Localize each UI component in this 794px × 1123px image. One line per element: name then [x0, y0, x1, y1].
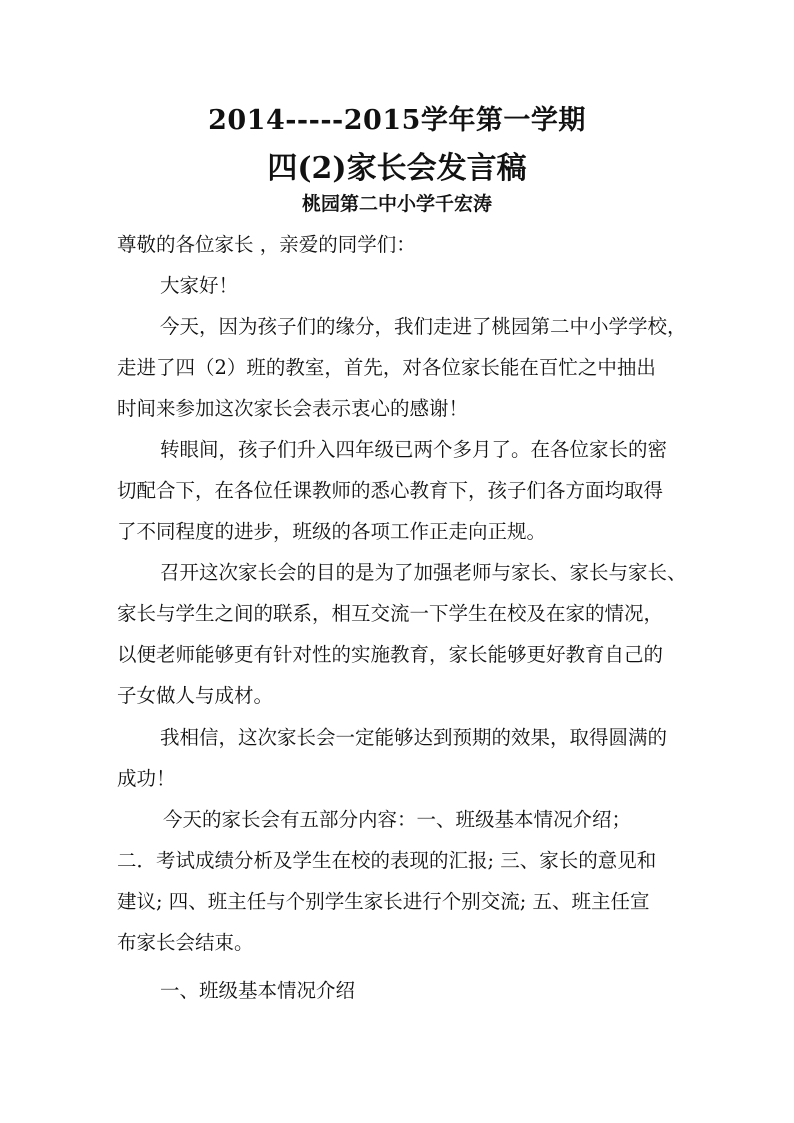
body-line: 走进了四（2）班的教室，首先，对各位家长能在百忙之中抽出 — [117, 356, 656, 379]
body-line: 切配合下，在各位任课教师的悉心教育下，孩子们各方面均取得 — [117, 479, 664, 502]
body-line: 建议; 四、班主任与个别学生家长进行个别交流; 五、班主任宣 — [117, 890, 650, 913]
body-line: 家长与学生之间的联系，相互交流一下学生在校及在家的情况， — [117, 602, 664, 625]
body-line: 成功！ — [117, 767, 176, 790]
section-heading: 一、班级基本情况介绍 — [160, 979, 356, 1002]
body-line: 转眼间，孩子们升入四年级已两个多月了。在各位家长的密 — [160, 438, 668, 461]
salutation-line: 尊敬的各位家长 ，亲爱的同学们： — [117, 233, 416, 256]
body-line: 时间来参加这次家长会表示衷心的感谢！ — [117, 397, 469, 420]
body-line: 了不同程度的进步，班级的各项工作正走向正规。 — [117, 520, 547, 543]
body-line: 今天，因为孩子们的缘分，我们走进了桃园第二中小学学校， — [160, 315, 687, 338]
body-line: 布家长会结束。 — [117, 931, 254, 954]
document-author: 桃园第二中小学千宏涛 — [301, 193, 492, 215]
document-title-speech: 四(2)家长会发言稿 — [267, 151, 527, 186]
body-line: 子女做人与成材。 — [117, 684, 274, 707]
body-line: 以便老师能够更有针对性的实施教育，家长能够更好教育自己的 — [117, 643, 664, 666]
body-line: 今天的家长会有五部分内容：一、班级基本情况介绍； — [163, 808, 632, 831]
greeting-line: 大家好！ — [160, 274, 239, 297]
body-line: 二．考试成绩分析及学生在校的表现的汇报; 三、家长的意见和 — [117, 849, 657, 872]
body-line: 我相信，这次家长会一定能够达到预期的效果，取得圆满的 — [160, 726, 668, 749]
body-line: 召开这次家长会的目的是为了加强老师与家长、家长与家长、 — [160, 561, 687, 584]
document-title-term: 2014-----2015学年第一学期 — [208, 105, 586, 136]
